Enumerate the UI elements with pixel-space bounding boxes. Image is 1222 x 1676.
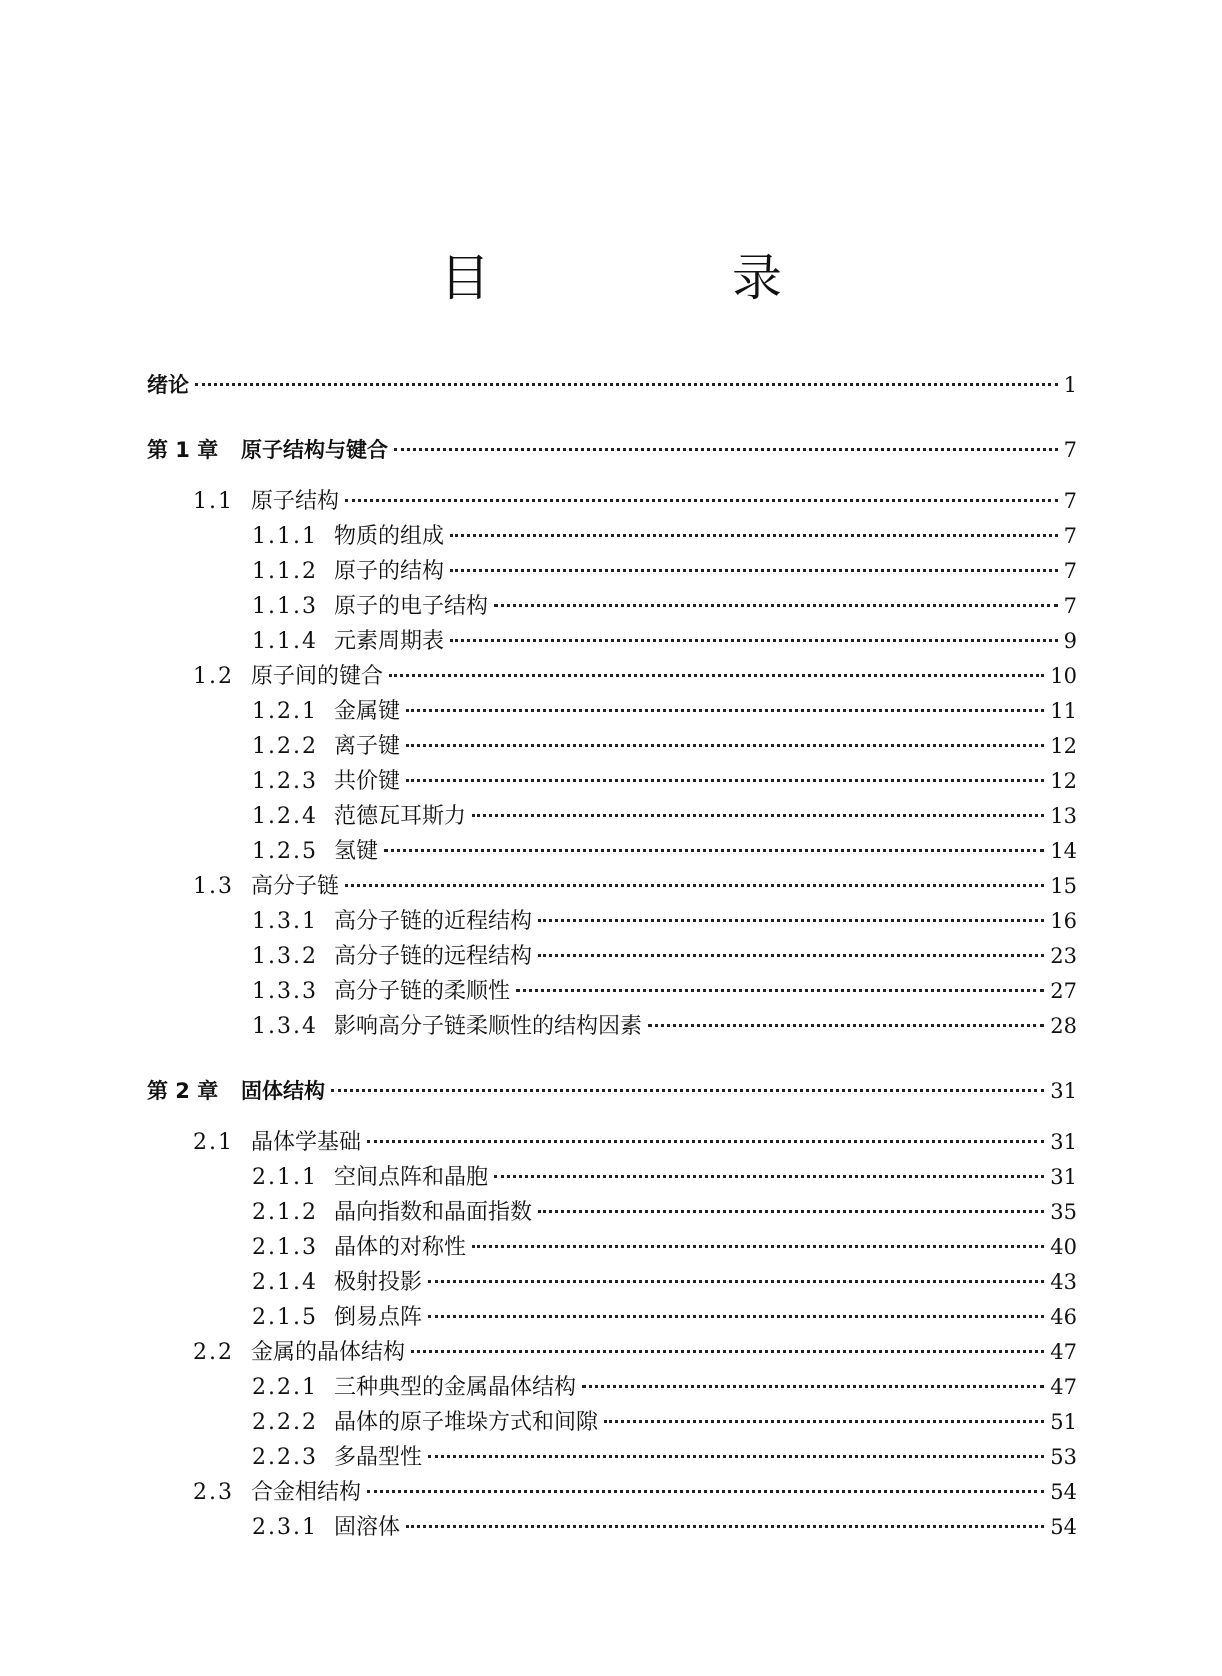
toc-entry[interactable] [252, 696, 1077, 726]
toc-entry-page-number: 46 [1050, 1305, 1077, 1329]
toc-entry[interactable] [252, 1372, 1077, 1402]
toc-entry-title: 晶体的原子堆垛方式和间隙 [334, 1410, 599, 1435]
toc-entry[interactable] [252, 1407, 1077, 1437]
toc-entry-number: 1.3 [193, 874, 234, 899]
toc-entry-number: 2.3.1 [252, 1515, 318, 1540]
toc-entry[interactable] [252, 521, 1077, 551]
toc-entry[interactable] [252, 731, 1077, 761]
toc-dot-leader [367, 1140, 1044, 1143]
toc-entry-number: 1.3.1 [252, 909, 318, 934]
toc-entry[interactable] [147, 370, 1077, 400]
toc-entry-page-number: 16 [1050, 909, 1077, 933]
toc-dot-leader [538, 954, 1044, 957]
toc-entry-page-number: 15 [1050, 874, 1077, 898]
toc-entry-title: 高分子链的远程结构 [334, 944, 533, 969]
toc-dot-leader [472, 814, 1044, 817]
toc-dot-leader [411, 1350, 1044, 1353]
toc-entry-number: 1.1.3 [252, 594, 318, 619]
toc-entry-page-number: 54 [1050, 1515, 1077, 1539]
toc-dot-leader [494, 604, 1058, 607]
toc-dot-leader [345, 499, 1058, 502]
toc-entry-title: 空间点阵和晶胞 [334, 1165, 489, 1190]
toc-entry-title: 金属键 [334, 699, 401, 724]
toc-entry-number: 2.1.5 [252, 1305, 318, 1330]
toc-entry-page-number: 7 [1063, 524, 1077, 548]
toc-entry-title: 物质的组成 [334, 524, 445, 549]
page-title: 目 录 [440, 249, 878, 307]
toc-entry[interactable] [252, 906, 1077, 936]
toc-entry-title: 共价键 [334, 769, 401, 794]
toc-dot-leader [428, 1315, 1044, 1318]
toc-entry-number: 1.2.4 [252, 804, 318, 829]
toc-entry[interactable] [147, 435, 1077, 465]
toc-entry-number: 2.1.1 [252, 1165, 318, 1190]
toc-entry-page-number: 53 [1050, 1445, 1077, 1469]
toc-entry-page-number: 54 [1050, 1480, 1077, 1504]
toc-dot-leader [345, 884, 1044, 887]
toc-dot-leader [450, 639, 1058, 642]
toc-entry-number: 第 2 章 [147, 1079, 219, 1103]
toc-entry-title: 三种典型的金属晶体结构 [334, 1375, 577, 1400]
toc-dot-leader [538, 1210, 1044, 1213]
toc-entry-title: 金属的晶体结构 [251, 1340, 406, 1365]
toc-entry-title: 原子结构 [251, 489, 340, 514]
toc-entry-number: 2.2 [193, 1340, 234, 1365]
toc-entry-number: 1.3.4 [252, 1014, 318, 1039]
toc-entry-page-number: 7 [1063, 438, 1077, 462]
toc-entry-page-number: 7 [1063, 489, 1077, 513]
toc-entry-title: 合金相结构 [251, 1480, 362, 1505]
toc-entry-title: 高分子链的柔顺性 [334, 979, 511, 1004]
toc-entry-page-number: 9 [1063, 629, 1077, 653]
toc-entry-page-number: 40 [1050, 1235, 1077, 1259]
toc-dot-leader [450, 569, 1058, 572]
toc-entry-number: 1.2.2 [252, 734, 318, 759]
toc-entry-page-number: 12 [1050, 769, 1077, 793]
toc-entry-number: 1.1.4 [252, 629, 318, 654]
toc-entry-page-number: 23 [1050, 944, 1077, 968]
toc-entry-title: 离子键 [334, 734, 401, 759]
toc-entry-number: 1.1 [193, 489, 234, 514]
toc-entry-page-number: 12 [1050, 734, 1077, 758]
toc-entry[interactable] [252, 556, 1077, 586]
toc-entry-page-number: 7 [1063, 559, 1077, 583]
toc-entry-number: 2.2.1 [252, 1375, 318, 1400]
toc-dot-leader [450, 534, 1058, 537]
toc-dot-leader [406, 744, 1044, 747]
toc-entry-number: 2.1.4 [252, 1270, 318, 1295]
toc-entry-number: 第 1 章 [147, 438, 219, 462]
toc-entry-number: 1.1.2 [252, 559, 318, 584]
toc-entry-title: 晶向指数和晶面指数 [334, 1200, 533, 1225]
toc-dot-leader [406, 1525, 1044, 1528]
toc-entry[interactable] [193, 1127, 1077, 1157]
toc-entry[interactable] [252, 591, 1077, 621]
toc-dot-leader [472, 1245, 1044, 1248]
toc-entry[interactable] [252, 801, 1077, 831]
toc-entry[interactable] [252, 626, 1077, 656]
toc-entry-page-number: 28 [1050, 1014, 1077, 1038]
toc-entry-title: 氢键 [334, 839, 379, 864]
toc-entry[interactable] [252, 1232, 1077, 1262]
toc-entry-title: 多晶型性 [334, 1445, 423, 1470]
toc-entry-title: 极射投影 [334, 1270, 423, 1295]
toc-dot-leader [516, 989, 1044, 992]
toc-entry-title: 元素周期表 [334, 629, 445, 654]
toc-entry-title: 原子的电子结构 [334, 594, 489, 619]
toc-entry-page-number: 31 [1050, 1079, 1077, 1103]
toc-entry-title: 范德瓦耳斯力 [334, 804, 467, 829]
toc-entry-number: 2.2.2 [252, 1410, 318, 1435]
toc-entry-number: 1.2.3 [252, 769, 318, 794]
toc-dot-leader [406, 779, 1044, 782]
toc-entry-title: 原子结构与键合 [241, 438, 388, 462]
toc-dot-leader [384, 849, 1044, 852]
toc-entry-title: 固溶体 [334, 1515, 401, 1540]
toc-entry-number: 1.2 [193, 664, 234, 689]
toc-entry-number: 1.3.3 [252, 979, 318, 1004]
toc-entry[interactable] [252, 1512, 1077, 1542]
toc-entry[interactable] [193, 1477, 1077, 1507]
toc-entry-page-number: 35 [1050, 1200, 1077, 1224]
toc-entry-title: 绪论 [147, 373, 189, 397]
toc-entry[interactable] [252, 1442, 1077, 1472]
toc-entry-page-number: 7 [1063, 594, 1077, 618]
toc-entry-page-number: 11 [1050, 699, 1077, 723]
toc-dot-leader [389, 674, 1044, 677]
toc-entry-page-number: 1 [1063, 373, 1077, 397]
toc-dot-leader [195, 383, 1058, 386]
toc-entry-page-number: 10 [1050, 664, 1077, 688]
toc-entry-title: 高分子链的近程结构 [334, 909, 533, 934]
toc-entry-title: 原子间的键合 [251, 664, 384, 689]
toc-dot-leader [367, 1490, 1044, 1493]
toc-entry[interactable] [252, 1011, 1077, 1041]
toc-entry-page-number: 31 [1050, 1130, 1077, 1154]
toc-dot-leader [582, 1385, 1044, 1388]
toc-entry[interactable] [193, 486, 1077, 516]
toc-entry-title: 晶体学基础 [251, 1130, 362, 1155]
toc-entry[interactable] [252, 766, 1077, 796]
toc-entry-page-number: 47 [1050, 1340, 1077, 1364]
toc-entry-number: 2.1.2 [252, 1200, 318, 1225]
toc-entry-page-number: 43 [1050, 1270, 1077, 1294]
toc-entry-title: 影响高分子链柔顺性的结构因素 [334, 1014, 643, 1039]
toc-entry-title: 原子的结构 [334, 559, 445, 584]
toc-dot-leader [494, 1175, 1044, 1178]
toc-dot-leader [428, 1455, 1044, 1458]
toc-entry[interactable] [193, 871, 1077, 901]
toc-entry-title: 固体结构 [241, 1079, 325, 1103]
toc-entry-number: 1.2.1 [252, 699, 318, 724]
toc-entry-page-number: 27 [1050, 979, 1077, 1003]
toc-entry-number: 1.2.5 [252, 839, 318, 864]
toc-dot-leader [331, 1089, 1044, 1092]
toc-entry-title: 倒易点阵 [334, 1305, 423, 1330]
toc-entry-number: 2.1.3 [252, 1235, 318, 1260]
toc-entry-number: 1.1.1 [252, 524, 318, 549]
toc-entry[interactable] [252, 1197, 1077, 1227]
toc-entry-page-number: 47 [1050, 1375, 1077, 1399]
toc-entry-number: 2.3 [193, 1480, 234, 1505]
toc-entry-title: 高分子链 [251, 874, 340, 899]
toc-entry-page-number: 14 [1050, 839, 1077, 863]
toc-entry-title: 晶体的对称性 [334, 1235, 467, 1260]
toc-entry[interactable] [252, 976, 1077, 1006]
toc-entry[interactable] [193, 1337, 1077, 1367]
toc-dot-leader [604, 1420, 1044, 1423]
toc-entry[interactable] [193, 661, 1077, 691]
toc-entry-number: 2.1 [193, 1130, 234, 1155]
toc-entry[interactable] [252, 1162, 1077, 1192]
toc-dot-leader [538, 919, 1044, 922]
toc-dot-leader [428, 1280, 1044, 1283]
toc-entry-page-number: 31 [1050, 1165, 1077, 1189]
toc-entry[interactable] [252, 836, 1077, 866]
toc-entry-number: 1.3.2 [252, 944, 318, 969]
toc-entry-number: 2.2.3 [252, 1445, 318, 1470]
toc-entry[interactable] [147, 1076, 1077, 1106]
toc-entry[interactable] [252, 941, 1077, 971]
toc-dot-leader [406, 709, 1044, 712]
toc-entry[interactable] [252, 1302, 1077, 1332]
toc-entry-page-number: 13 [1050, 804, 1077, 828]
toc-dot-leader [648, 1024, 1044, 1027]
toc-entry[interactable] [252, 1267, 1077, 1297]
toc-dot-leader [394, 448, 1058, 451]
toc-entry-page-number: 51 [1050, 1410, 1077, 1434]
